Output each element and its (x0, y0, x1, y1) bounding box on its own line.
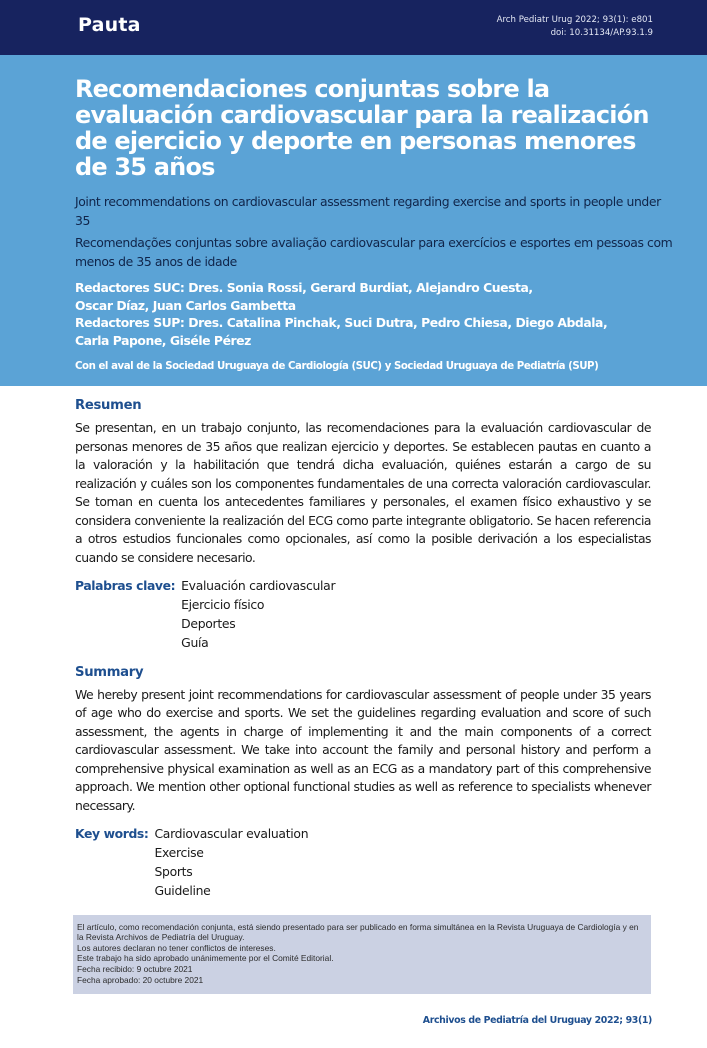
article-title-english: Joint recommendations on cardiovascular assessment regarding exercise and sports in people under 35 (75, 194, 661, 228)
citation-doi[interactable]: doi: 10.31134/AP.93.1.9 (550, 28, 653, 38)
keyword-item: Exercise (154, 845, 204, 861)
authors-sup-line-2: Carla Papone, Giséle Pérez (75, 332, 251, 348)
note-conflicts: Los autores declaran no tener conflictos de intereses. (77, 942, 276, 953)
keyword-item: Sports (154, 863, 193, 879)
article-title: Recomendaciones conjuntas sobre la evaluación cardiovascular para la realización de ejercicio y deporte en personas menores de 35 años (75, 75, 649, 181)
endorsement-note: Con el aval de la Sociedad Uruguaya de Cardiología (SUC) y Sociedad Uruguaya de Pediatría (SUP) (75, 361, 599, 372)
key-words-list (154, 825, 308, 900)
resumen-text: Se presentan, en un trabajo conjunto, las recomendaciones para la evaluación cardiovascular de personas menores de 35 años que realizan ejercicio y deportes. Se establecen pautas en cuanto a la valoración y la habilitación que tendrá dicha evaluación, quiénes estarán a cargo de su realización y cuáles son los componentes fundamentales de una correcta valoración cardiovascular. Se toman en cuenta los antecedentes familiares y personales, el examen físico exhaustivo y se considera conveniente la realización del ECG como parte integrante obligatorio. Se hacen referencia a otros estudios funcionales como opcionales, así como la posible derivación a los especialistas cuando se considere necesario. (75, 420, 651, 565)
authors-suc-line-1: Redactores SUC: Dres. Sonia Rossi, Gerard Burdiat, Alejandro Cuesta, (75, 280, 533, 295)
authors-suc-line-2: Oscar Díaz, Juan Carlos Gambetta (75, 297, 296, 313)
palabras-clave-block (75, 577, 651, 652)
key-words-label: Key words: (75, 826, 149, 842)
journal-footer: Archivos de Pediatría del Uruguay 2022; 93(1) (422, 1015, 652, 1027)
publication-notes-box (73, 915, 651, 995)
journal-header-bar (0, 0, 707, 55)
abstract-area (75, 386, 651, 901)
article-title-portuguese: Recomendações conjuntas sobre avaliação cardiovascular para exercícios e esportes em pessoas com menos de 35 anos de idade (75, 235, 673, 269)
summary-heading: Summary (75, 664, 144, 680)
keyword-item: Evaluación cardiovascular (181, 578, 336, 594)
palabras-clave-label: Palabras clave: (75, 578, 176, 594)
resumen-heading: Resumen (75, 398, 142, 413)
note-date-approved: Fecha aprobado: 20 octubre 2021 (77, 974, 204, 985)
note-date-received: Fecha recibido: 9 octubre 2021 (77, 963, 193, 974)
key-words-block (75, 825, 651, 900)
footer-row (0, 994, 707, 1048)
citation-reference: Arch Pediatr Urug 2022; 93(1): e801 (496, 15, 653, 25)
keyword-item: Deportes (181, 615, 236, 631)
keyword-item: Guideline (154, 882, 211, 898)
authors-block (75, 279, 675, 349)
authors-sup-line-1: Redactores SUP: Dres. Catalina Pinchak, Suci Dutra, Pedro Chiesa, Diego Abdala, (75, 315, 608, 330)
article-type-label: Pauta (78, 14, 141, 36)
citation-block (497, 14, 653, 40)
title-banner (0, 55, 707, 386)
note-simultaneous-publication: El artículo, como recomendación conjunta, está siendo presentado para ser publicado en forma simultánea en la Revista Uruguaya de Cardiología y en la Revista Archivos de Pediatría del Uruguay. (77, 921, 639, 943)
keyword-item: Guía (181, 634, 209, 650)
palabras-clave-list (181, 577, 335, 652)
keyword-item: Cardiovascular evaluation (154, 826, 309, 842)
summary-text: We hereby present joint recommendations for cardiovascular assessment of people under 35 years of age who do exercise and sports. We set the guidelines regarding evaluation and score of such assessment, the agents in charge of implementing it and the main components of a correct cardiovascular assessment. We take into account the family and personal history and perform a comprehensive physical examination as well as an ECG as a mandatory part of this comprehensive approach. We mention other optional functional studies as well as reference to specialists whenever necessary. (75, 686, 651, 813)
keyword-item: Ejercicio físico (181, 597, 265, 613)
note-approval: Este trabajo ha sido aprobado unánimemente por el Comité Editorial. (77, 953, 334, 964)
